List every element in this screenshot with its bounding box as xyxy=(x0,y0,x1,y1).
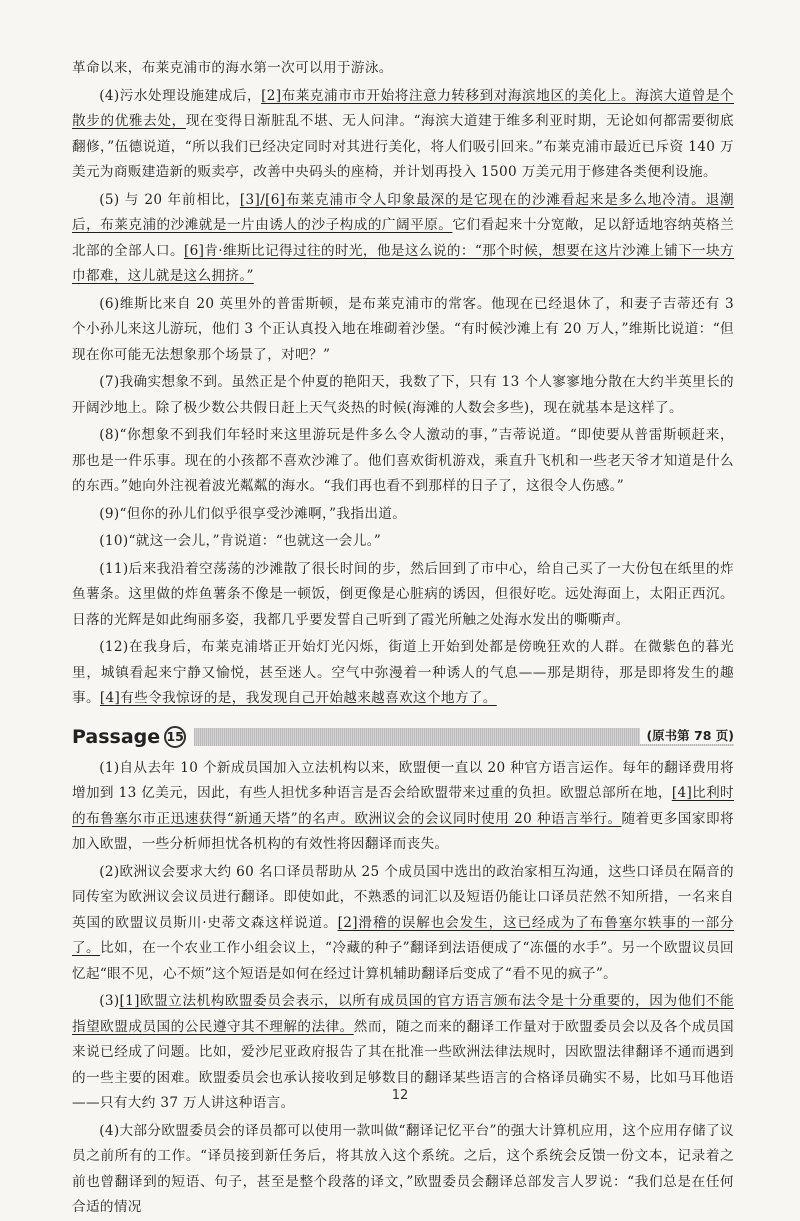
paragraph-text: 比如，在一个农业工作小组会议上，“冷藏的种子”翻译到法语便成了“冻僵的水手”。另一个欧盟议员回忆起“眼不见，心不烦”这个短语是如何在经过计算机辅助翻译后变成了“看不见的疯子”。 xyxy=(72,940,734,982)
paragraph-9 xyxy=(72,502,734,528)
paragraph-text: 革命以来，布莱克浦市的海水第一次可以用于游泳。 xyxy=(72,60,393,76)
paragraph-5 xyxy=(72,188,734,290)
paragraph-text: 然而，随之而来的翻译工作量对于欧盟委员会以及各个成员国来说已经成了问题。比如，爱沙尼亚政府报告了其在批准一些欧洲法律法规时，因欧盟法律翻译不通而遇到的一些主要的困难。欧盟委员会也承认接收到足够数目的翻译某些语言的合格译员确实不易，比如马耳他语——只有大约 37 万人讲这种语言。 xyxy=(72,1018,734,1111)
paragraph-text: (6)维斯比来自 20 英里外的普雷斯顿，是布莱克浦市的常客。他现在已经退休了，和妻子吉蒂还有 3 个小孙儿来这儿游玩，他们 3 个正认真投入地在堆砌着沙堡。“有时候沙滩上有 20 万人，”维斯比说道：“但现在你可能无法想象那个场景了，对吧？” xyxy=(72,295,734,363)
passage-label: Passage xyxy=(72,725,161,748)
paragraph-text: 随着更多国家即将加入欧盟，一些分析师担忧各机构的有效性将因翻译而丧失。 xyxy=(72,810,734,852)
paragraph-8 xyxy=(72,423,734,500)
passage-number-badge: 15 xyxy=(164,726,186,748)
paragraph-text: (1)自从去年 10 个新成员国加入立法机构以来，欧盟便一直以 20 种官方语言运作。每年的翻译费用将增加到 13 亿美元，因此，有些人担忧多种语言是否会给欧盟带来过重的负担。欧盟总部所在地， xyxy=(72,759,734,801)
paragraph-text: (4)大部分欧盟委员会的译员都可以使用一款叫做“翻译记忆平台”的强大计算机应用，这个应用存储了议员之前所有的工作。“译员接到新任务后，将其放入这个系统。之后，这个系统会反馈一份文本，记录着之前也曾翻译到的短语、句子，甚至是整个段落的译文，”欧盟委员会翻译总部发言人罗说：“我们总是在任何合适的情况 xyxy=(72,1122,734,1215)
paragraph-text: (8)“你想象不到我们年轻时来这里游玩是件多么令人激动的事，”吉蒂说道。“即使要从普雷斯顿赶来，那也是一件乐事。现在的小孩都不喜欢沙滩了。他们喜欢街机游戏，乘直升飞机和一些老天爷才知道是什么的东西。”她向外注视着波光粼粼的海水。“我们再也看不到那样的日子了，这很令人伤感。” xyxy=(72,427,734,494)
paragraph-6 xyxy=(72,292,734,369)
paragraph-text: (2)欧洲议会要求大约 60 名口译员帮助从 25 个成员国中选出的政治家相互沟通，这些口译员在隔音的同传室为欧洲议会议员进行翻译。即使如此，不熟悉的词汇以及短语仍能让口译员茫然不知所措，一名来自英国的欧盟议员斯川·史蒂文森这样说道。 xyxy=(72,863,734,931)
page-number: 12 xyxy=(391,1088,409,1103)
underlined-answer-text: [4]比利时的布鲁塞尔市正迅速获得“新通天塔”的名声。欧洲议会的会议同时使用 20 种语言举行。 xyxy=(72,785,735,827)
passage15-paragraph-1 xyxy=(72,756,734,858)
paragraph-4 xyxy=(72,84,734,186)
underlined-answer-text: [6]肯·维斯比记得过往的时光，他是这么说的：“那个时候，想要在这片沙滩上铺下一块方巾都难，这儿就是这么拥挤。” xyxy=(72,242,734,284)
paragraph-text: (12)在我身后，布莱克浦塔正开始灯光闪烁，街道上开始到处都是傍晚狂欢的人群。在微紫色的暮光里，城镇看起来宁静又愉悦，甚至迷人。空气中弥漫着一种诱人的气息——那是期待，那是即将发生的趣事。 xyxy=(72,639,734,706)
paragraph-text: (10)“就这一会儿，”肯说道：“也就这一会儿。” xyxy=(99,533,382,549)
underlined-answer-text: [1]欧盟立法机构欧盟委员会表示，以所有成员国的官方语言颁布法令是十分重要的，因为他们不能指望欧盟成员国的公民遵守其不理解的法律。 xyxy=(72,993,734,1035)
original-page-reference: (原书第 78 页) xyxy=(640,726,734,744)
paragraph-12 xyxy=(72,635,734,712)
passage15-paragraph-2 xyxy=(72,860,734,988)
paragraph-text: (4)污水处理设施建成后， xyxy=(99,87,262,104)
paragraph-text: 它们看起来十分宽敞，足以舒适地容纳英格兰北部的全部人口。 xyxy=(72,217,735,259)
passage15-paragraph-4 xyxy=(72,1119,734,1221)
paragraph-text: (3) xyxy=(99,993,120,1009)
underlined-answer-text: [2]布莱克浦市市开始将注意力转移到对海滨地区的美化上。海滨大道曾是个散步的优雅去处， xyxy=(72,87,734,129)
paragraph-text: (5) 与 20 年前相比， xyxy=(99,191,240,208)
paragraph-11 xyxy=(72,557,734,634)
underlined-answer-text: [4]有些令我惊讶的是，我发现自己开始越来越喜欢这个地方了。 xyxy=(99,690,497,706)
underlined-answer-text: [3]/[6]布莱克浦市令人印象最深的是它现在的沙滩看起来是多么地冷清。退潮后，布莱克浦的沙滩就是一片由诱人的沙子构成的广阔平原。 xyxy=(72,191,735,233)
paragraph-text: (7)我确实想象不到。虽然正是个仲夏的艳阳天，我数了下，只有 13 个人寥寥地分散在大约半英里长的开阔沙地上。除了极少数公共假日赶上天气炎热的时候(海滩的人数会多些)，现在就基本是这样了。 xyxy=(72,374,734,416)
paragraph-intro xyxy=(72,56,734,82)
passage-header xyxy=(72,724,734,750)
paragraph-text: (9)“但你的孙儿们似乎很享受沙滩啊，”我指出道。 xyxy=(99,505,407,522)
underlined-answer-text: [2]滑稽的误解也会发生，这已经成为了布鲁塞尔轶事的一部分了。 xyxy=(72,914,734,956)
paragraph-10 xyxy=(72,529,734,555)
paragraph-7 xyxy=(72,370,734,421)
paragraph-text: (11)后来我沿着空荡荡的沙滩散了很长时间的步，然后回到了市中心，给自己买了一大份包在纸里的炸鱼薯条。这里做的炸鱼薯条不像是一顿饭，倒更像是心脏病的诱因，但很好吃。远处海面上，太阳正西沉。日落的光辉是如此绚丽多姿，我都几乎要发誓自己听到了霞光所触之处海水发出的嘶嘶声。 xyxy=(72,560,734,628)
paragraph-text: 现在变得日渐脏乱不堪、无人问津。“海滨大道建于维多利亚时期，无论如何都需要彻底翻修，”伍德说道，“所以我们已经决定同时对其进行美化，将人们吸引回来。”布莱克浦市最近已斥资 140 万美元为商贩建造新的贩卖亭，改善中央码头的座椅，并计划再投入 1500 万美元用于修建各类便利设施。 xyxy=(72,113,734,180)
